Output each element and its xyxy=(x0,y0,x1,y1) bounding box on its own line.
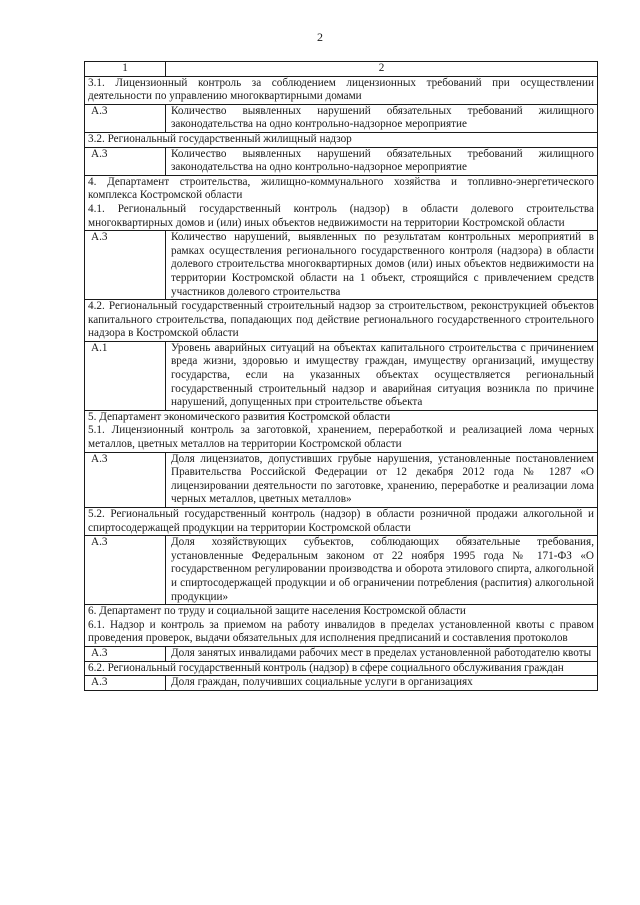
indicator-row xyxy=(85,536,598,605)
indicator-row xyxy=(85,646,598,661)
section-row xyxy=(85,410,598,452)
page-number: 2 xyxy=(317,30,323,44)
section-row xyxy=(85,175,598,230)
section-heading xyxy=(85,661,598,676)
section-heading-line: 6.2. Региональный государственный контроль (надзор) в сфере социального обслуживания граждан xyxy=(88,661,564,674)
section-heading xyxy=(85,132,598,147)
section-heading-line: 5.2. Региональный государственный контроль (надзор) в области розничной продажи алкогольной и спиртосодержащей продукции на территории Костромской области xyxy=(88,508,594,534)
section-heading-line: 6.1. Надзор и контроль за приемом на работу инвалидов в пределах установленной квоты с правом проведения проверок, выдачи обязательных для исполнения предписаний и составления протоколов xyxy=(88,618,594,645)
indicator-description: Доля занятых инвалидами рабочих мест в пределах установленной работодателю квоты xyxy=(166,646,598,661)
indicator-code: А.3 xyxy=(85,536,166,605)
section-heading-line: 3.1. Лицензионный контроль за соблюдением лицензионных требований при осуществлении деятельности по управлению многоквартирными домами xyxy=(88,76,594,103)
indicator-code: А.3 xyxy=(85,104,166,132)
section-heading xyxy=(85,605,598,647)
indicator-code: А.3 xyxy=(85,646,166,661)
indicator-row xyxy=(85,231,598,300)
section-row xyxy=(85,508,598,536)
section-heading-line: 6. Департамент по труду и социальной защите населения Костромской области xyxy=(88,605,466,618)
indicator-code: А.3 xyxy=(85,676,166,691)
section-row xyxy=(85,605,598,647)
indicator-description: Количество выявленных нарушений обязательных требований жилищного законодательства на одно контрольно-надзорное мероприятие xyxy=(166,147,598,175)
section-heading xyxy=(85,300,598,342)
indicator-row xyxy=(85,104,598,132)
section-row xyxy=(85,76,598,104)
section-heading-line: 4.1. Региональный государственный контроль (надзор) в области долевого строительства многоквартирных домов и (или) иных объектов недвижимости на территории Костромской области xyxy=(88,202,594,229)
section-heading xyxy=(85,76,598,104)
indicator-code: А.3 xyxy=(85,147,166,175)
section-row xyxy=(85,132,598,147)
indicator-row xyxy=(85,452,598,507)
indicator-description: Доля лицензиатов, допустивших грубые нарушения, установленные постановлением Правительства Российской Федерации от 12 декабря 2012 года № 1287 «О лицензировании деятельности по заготовке, хранению, переработке и реализации лома черных металлов, цветных металлов» xyxy=(166,452,598,507)
indicator-description: Доля хозяйствующих субъектов, соблюдающих обязательные требования, установленные Федеральным законом от 22 ноября 1995 года № 171-ФЗ «О государственном регулировании производства и оборота этилового спирта, алкогольной и спиртосодержащей продукции и об ограничении потребления (распития) алкогольной продукции» xyxy=(166,536,598,605)
indicator-description: Количество выявленных нарушений обязательных требований жилищного законодательства на одно контрольно-надзорное мероприятие xyxy=(166,104,598,132)
indicator-row xyxy=(85,676,598,691)
section-row xyxy=(85,661,598,676)
section-heading-line: 5. Департамент экономического развития Костромской области xyxy=(88,410,391,423)
indicator-description: Доля граждан, получивших социальные услуги в организациях xyxy=(166,676,598,691)
indicator-description: Количество нарушений, выявленных по результатам контрольных мероприятий в рамках осуществления регионального государственного контроля (надзора) в области долевого строительства многоквартирных домов (или) иных объектов недвижимости на территории Костромской области на 1 объект, строящийся с привлечением средств участников долевого строительства xyxy=(166,231,598,300)
indicators-table xyxy=(84,61,598,691)
section-heading-line: 3.2. Региональный государственный жилищный надзор xyxy=(88,132,352,145)
table-header-row xyxy=(85,62,598,77)
section-heading-line: 5.1. Лицензионный контроль за заготовкой, хранением, переработкой и реализацией лома черных металлов, цветных металлов на территории Костромской области xyxy=(88,424,594,451)
section-heading xyxy=(85,175,598,230)
section-heading-line: 4. Департамент строительства, жилищно-коммунального хозяйства и топливно-энергетического комплекса Костромской области xyxy=(88,175,594,202)
section-heading xyxy=(85,508,598,536)
indicator-row xyxy=(85,147,598,175)
indicator-code: А.1 xyxy=(85,341,166,410)
indicator-row xyxy=(85,341,598,410)
indicator-code: А.3 xyxy=(85,231,166,300)
section-row xyxy=(85,300,598,342)
section-heading xyxy=(85,410,598,452)
section-heading-line: 4.2. Региональный государственный строительный надзор за строительством, реконструкцией объектов капитального строительства, попадающих под действие регионального государственного строительного надзора в Костромской области xyxy=(88,300,594,340)
indicator-description: Уровень аварийных ситуаций на объектах капитального строительства с причинением вреда жизни, здоровью и имуществу граждан, имуществу организаций, имуществу государства, если на указанных объектах осуществляется региональный государственный строительный надзор и аварийная ситуация возникла по причине нарушений, допущенных при строительстве объекта xyxy=(166,341,598,410)
column-header-1: 1 xyxy=(85,62,166,77)
column-header-2: 2 xyxy=(166,62,598,77)
indicator-code: А.3 xyxy=(85,452,166,507)
